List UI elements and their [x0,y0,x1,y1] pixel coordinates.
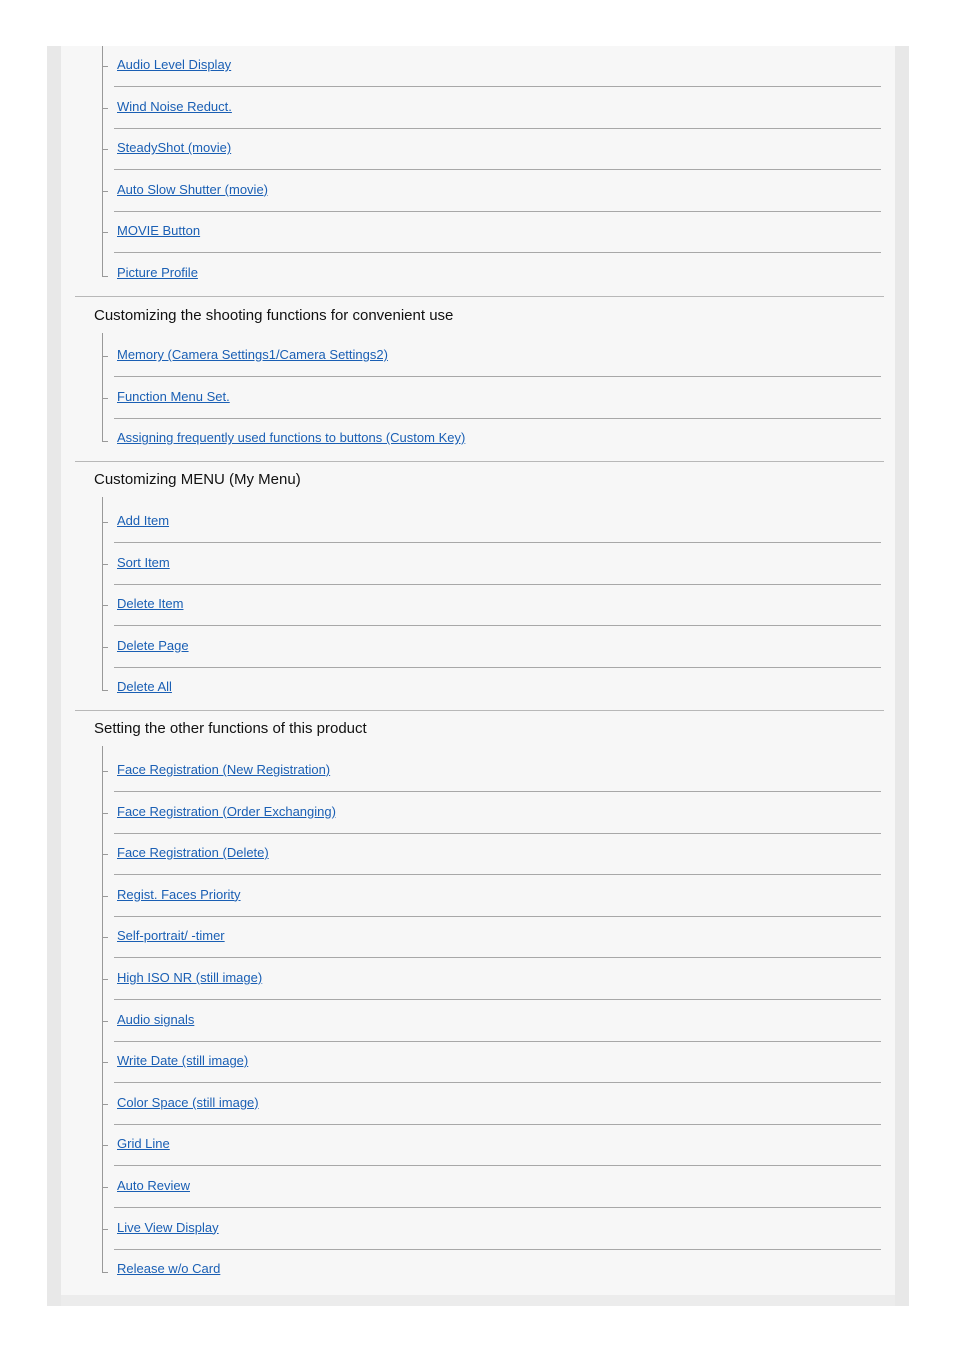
tree-branch-tick [102,896,108,897]
tree-branch-tick [102,1272,108,1273]
menu-item-face-registration-new-registration [114,750,881,792]
menu-item-write-date-still-image [114,1041,881,1083]
tree-branch-tick [102,522,108,523]
tree-branch-tick [102,690,108,691]
menu-link[interactable]: Delete Page [117,637,189,653]
tree-branch-tick [102,1062,108,1063]
page-frame [47,46,909,1306]
tree-branch-tick [102,66,108,67]
tree-branch-tick [102,1187,108,1188]
menu-link[interactable]: Audio Level Display [117,57,232,72]
menu-item-assigning-frequently-used-functions-to-buttons-custom-key [114,418,881,460]
menu-link[interactable]: Add Item [117,513,170,528]
menu-link[interactable]: Function Menu Set. [117,388,230,404]
menu-link[interactable]: Memory (Camera Settings1/Camera Settings2) [117,347,388,362]
tree-branch-tick [102,1145,108,1146]
tree-branch-tick [102,1229,108,1230]
menu-item-steadyshot-movie [114,128,881,170]
menu-link[interactable]: Write Date (still image) [117,1053,249,1069]
menu-item-add-item [114,501,881,543]
tree-branch-tick [102,149,108,150]
menu-item-grid-line [114,1124,881,1166]
group-heading: Customizing the shooting functions for convenient use [94,307,454,324]
menu-item-delete-page [114,626,881,668]
menu-item-live-view-display [114,1208,881,1250]
tree-branch-tick [102,356,108,357]
menu-link[interactable]: Assigning frequently used functions to buttons (Custom Key) [117,430,466,446]
menu-tree-panel [61,46,895,1295]
menu-link[interactable]: Audio signals [117,1011,195,1027]
tree-connector-line [102,497,103,690]
menu-item-sort-item [114,543,881,585]
menu-link[interactable]: Sort Item [117,554,170,570]
tree-branch-tick [102,232,108,233]
group-heading: Customizing MENU (My Menu) [94,471,301,488]
menu-item-auto-slow-shutter-movie [114,170,881,212]
tree-branch-tick [102,937,108,938]
menu-link[interactable]: Picture Profile [117,265,198,280]
menu-link[interactable]: Delete Item [117,596,184,612]
menu-link[interactable]: Live View Display [117,1219,219,1235]
tree-branch-tick [102,771,108,772]
tree-connector-line [102,46,103,276]
menu-item-movie-button [114,211,881,253]
menu-item-self-portrait-timer [114,916,881,958]
menu-item-delete-item [114,584,881,626]
tree-connector-line [102,333,103,441]
tree-branch-tick [102,564,108,565]
menu-link[interactable]: Self-portrait/ -timer [117,928,225,944]
menu-link[interactable]: Color Space (still image) [117,1094,259,1110]
tree-branch-tick [102,979,108,980]
menu-link[interactable]: SteadyShot (movie) [117,140,232,156]
menu-item-memory-camera-settings1-camera-settings2 [114,335,881,377]
tree-branch-tick [102,191,108,192]
menu-link[interactable]: Release w/o Card [117,1261,221,1277]
menu-link[interactable]: MOVIE Button [117,223,201,239]
menu-item-regist-faces-priority [114,875,881,917]
menu-item-color-space-still-image [114,1083,881,1125]
group-divider [75,296,884,297]
menu-item-face-registration-delete [114,833,881,875]
tree-connector-line [102,746,103,1272]
menu-link[interactable]: Auto Slow Shutter (movie) [117,181,269,197]
menu-link[interactable]: Delete All [117,679,172,695]
menu-item-release-w-o-card [114,1249,881,1291]
menu-link[interactable]: Auto Review [117,1178,190,1193]
menu-item-face-registration-order-exchanging [114,792,881,834]
menu-link[interactable]: Face Registration (Order Exchanging) [117,803,336,819]
menu-link[interactable]: Regist. Faces Priority [117,886,241,902]
menu-item-audio-level-display [114,45,881,87]
panel-bottom-bar [61,1295,895,1306]
menu-link[interactable]: Grid Line [117,1136,170,1152]
tree-branch-tick [102,441,108,442]
menu-item-audio-signals [114,1000,881,1042]
menu-link[interactable]: High ISO NR (still image) [117,970,263,985]
group-divider [75,710,884,711]
tree-branch-tick [102,1021,108,1022]
tree-branch-tick [102,276,108,277]
menu-link[interactable]: Face Registration (New Registration) [117,762,331,777]
menu-item-wind-noise-reduct [114,87,881,129]
tree-branch-tick [102,108,108,109]
menu-item-function-menu-set [114,377,881,419]
menu-link[interactable]: Wind Noise Reduct. [117,98,232,114]
menu-item-delete-all [114,667,881,709]
tree-branch-tick [102,854,108,855]
tree-branch-tick [102,605,108,606]
tree-branch-tick [102,647,108,648]
tree-branch-tick [102,398,108,399]
menu-link[interactable]: Face Registration (Delete) [117,845,269,861]
group-divider [75,461,884,462]
menu-item-auto-review [114,1166,881,1208]
menu-item-picture-profile [114,253,881,295]
tree-branch-tick [102,813,108,814]
tree-branch-tick [102,1104,108,1105]
menu-item-high-iso-nr-still-image [114,958,881,1000]
group-heading: Setting the other functions of this product [94,720,367,737]
